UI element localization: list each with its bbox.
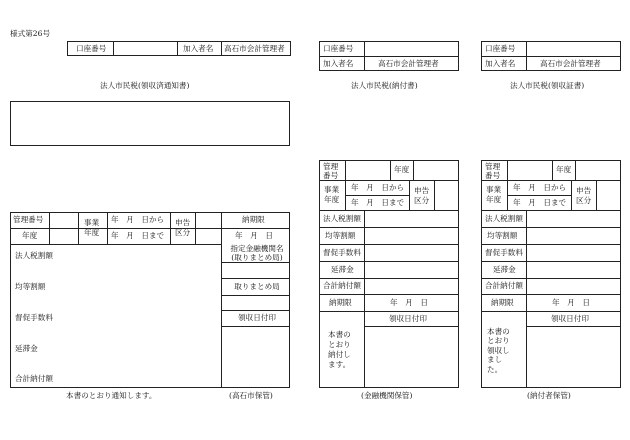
left-due-date-label: 納期限 bbox=[242, 215, 265, 224]
left-item-corporate-tax: 法人税割額 bbox=[15, 251, 53, 260]
left-receipt-stamp-label: 領収日付印 bbox=[238, 313, 276, 322]
middle-title: 法人市民税(納付書) bbox=[351, 81, 418, 90]
middle-item-late-fee: 延滞金 bbox=[331, 265, 354, 274]
left-mgmt-no-label: 管理番号 bbox=[13, 215, 44, 224]
middle-year-label: 年度 bbox=[394, 165, 410, 174]
left-due-date-value: 年 月 日 bbox=[235, 231, 273, 240]
left-subscriber-value: 高石市会計管理者 bbox=[224, 44, 285, 53]
right-fiscal-year-label: 事業年度 bbox=[486, 185, 502, 204]
left-item-reminder-fee: 督促手数料 bbox=[15, 313, 53, 322]
left-notice-text: 本書のとおり通知します。 bbox=[66, 391, 157, 400]
right-to-label: 年 月 日まで bbox=[513, 198, 567, 207]
middle-subscriber-value: 高石市会計管理者 bbox=[378, 59, 439, 68]
right-declaration-label: 申告区分 bbox=[576, 186, 592, 205]
middle-declaration-label: 申告区分 bbox=[414, 186, 430, 205]
form-number: 様式第26号 bbox=[10, 29, 51, 38]
right-due-date-label: 納期限 bbox=[491, 298, 514, 307]
right-year-label: 年度 bbox=[556, 165, 572, 174]
middle-to-label: 年 月 日まで bbox=[351, 198, 405, 207]
left-account-no-label: 口座番号 bbox=[76, 44, 107, 53]
right-mgmt-no-label: 管理番号 bbox=[485, 162, 501, 181]
right-item-per-capita: 均等割額 bbox=[487, 231, 518, 240]
left-collection-office-label: 取りまとめ局 bbox=[234, 282, 280, 291]
middle-item-per-capita: 均等割額 bbox=[325, 231, 356, 240]
left-item-total: 合計納付額 bbox=[15, 374, 53, 383]
right-from-label: 年 月 日から bbox=[513, 183, 567, 192]
right-due-date-value: 年 月 日 bbox=[552, 298, 590, 307]
right-custody-label: (納付者保管) bbox=[527, 391, 571, 400]
left-year-label: 年度 bbox=[22, 231, 38, 240]
right-item-total: 合計納付額 bbox=[485, 281, 523, 290]
payer-address-box[interactable] bbox=[10, 101, 290, 146]
right-receipt-stamp-label: 領収日付印 bbox=[551, 314, 589, 323]
middle-mgmt-no-label: 管理番号 bbox=[323, 162, 339, 181]
right-item-late-fee: 延滞金 bbox=[493, 265, 516, 274]
middle-subscriber-label: 加入者名 bbox=[323, 59, 354, 68]
middle-from-label: 年 月 日から bbox=[351, 183, 405, 192]
right-subscriber-label: 加入者名 bbox=[485, 59, 516, 68]
left-declaration-label: 申告区分 bbox=[175, 218, 191, 237]
middle-account-no-label: 口座番号 bbox=[323, 44, 354, 53]
left-to-label: 年 月 日まで bbox=[111, 231, 165, 240]
middle-receipt-stamp-label: 領収日付印 bbox=[389, 314, 427, 323]
left-custody-label: (高石市保管) bbox=[229, 391, 273, 400]
right-account-no-label: 口座番号 bbox=[485, 44, 516, 53]
left-subscriber-label: 加入者名 bbox=[183, 44, 214, 53]
right-item-reminder-fee: 督促手数料 bbox=[485, 248, 523, 257]
left-item-per-capita: 均等割額 bbox=[15, 282, 46, 291]
middle-fiscal-year-label: 事業年度 bbox=[324, 185, 340, 204]
middle-due-date-value: 年 月 日 bbox=[390, 298, 428, 307]
right-subscriber-value: 高石市会計管理者 bbox=[540, 59, 601, 68]
middle-due-date-label: 納期限 bbox=[329, 298, 352, 307]
middle-item-corporate-tax: 法人税割額 bbox=[323, 214, 361, 223]
right-statement-text: 本書の とおり 領収し まし た。 bbox=[487, 327, 510, 374]
middle-custody-label: (金融機関保管) bbox=[361, 391, 413, 400]
right-item-corporate-tax: 法人税割額 bbox=[485, 214, 523, 223]
right-title: 法人市民税(領収証書) bbox=[510, 81, 585, 90]
middle-item-reminder-fee: 督促手数料 bbox=[323, 248, 361, 257]
left-fiscal-year-label: 事業年度 bbox=[84, 218, 100, 237]
middle-statement-text: 本書の とおり 納付し ます。 bbox=[328, 330, 351, 369]
left-from-label: 年 月 日から bbox=[111, 215, 165, 224]
left-title: 法人市民税(領収済通知書) bbox=[100, 81, 190, 90]
middle-item-total: 合計納付額 bbox=[323, 281, 361, 290]
left-item-late-fee: 延滞金 bbox=[15, 344, 38, 353]
left-bank-designation-label: 指定金融機関名 (取りまとめ局) bbox=[230, 244, 284, 263]
